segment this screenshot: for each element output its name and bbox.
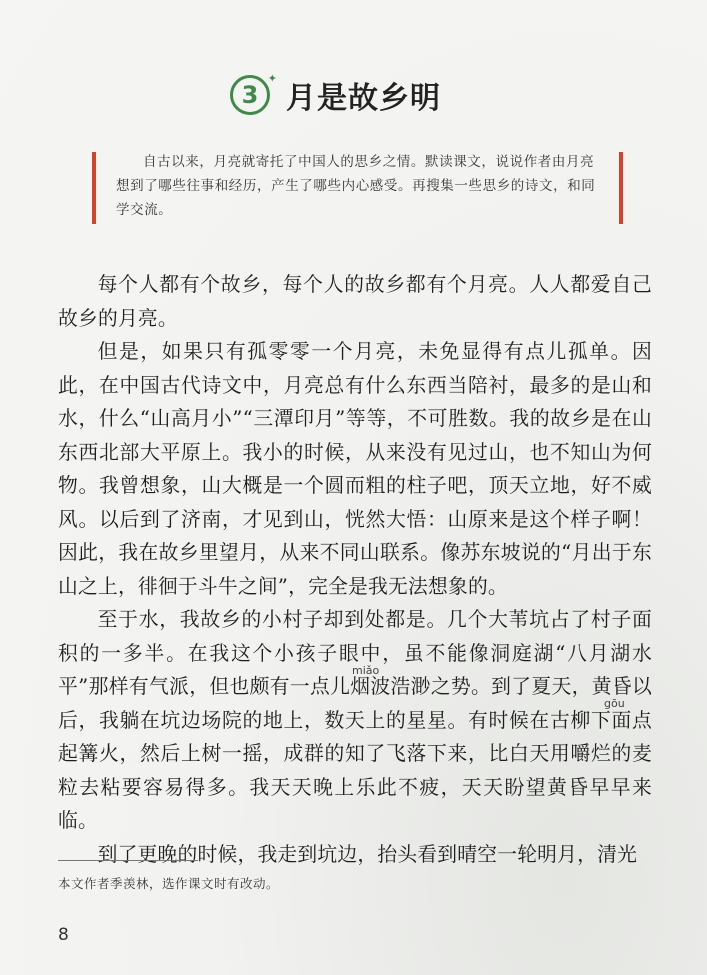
star-icon: ✦ bbox=[267, 72, 277, 85]
footnote: 本文作者季羡林，选作课文时有改动。 bbox=[58, 876, 280, 891]
pinyin-annotation-gou: gōu bbox=[604, 697, 625, 710]
lesson-number-badge bbox=[230, 72, 277, 115]
paragraph-2: 但是，如果只有孤零零一个月亮，未免显得有点儿孤单。因此，在中国古代诗文中，月亮总有什么东西当陪衬，最多的是山和水，什么“山高月小”“三潭印月”等等，不可胜数。我的故乡是在山东西北部大平原上。我小的时候，从来没有见过山，也不知山为何物。我曾想象，山大概是一个圆而粗的柱子吧，顶天立地，好不威风。以后到了济南，才见到山，恍然大悟：山原来是这个样子啊！因此，我在故乡里望月，从来不同山联系。像苏东坡说的“月出于东山之上，徘徊于斗牛之间”，完全是我无法想象的。 bbox=[58, 340, 652, 598]
lesson-heading bbox=[230, 70, 441, 120]
lesson-title: 月是故乡明 bbox=[286, 81, 441, 116]
paragraph-1: 每个人都有个故乡，每个人的故乡都有个月亮。人人都爱自己故乡的月亮。 bbox=[58, 273, 652, 330]
lesson-number: 3 bbox=[241, 81, 259, 109]
article-body bbox=[58, 268, 652, 871]
pinyin-annotation-miao: miǎo bbox=[352, 664, 380, 677]
footnote-divider bbox=[58, 860, 198, 861]
paragraph-3: 至于水，我故乡的小村子却到处都是。几个大苇坑占了村子面积的一多半。在我这个小孩子眼中，虽不能像洞庭湖“八月湖水平”那样有气派，但也颇有一点儿烟波浩渺之势。到了夏天，黄昏以后，我躺在坑边场院的地上，数天上的星星。有时候在古柳下面点起篝火，然后上树一摇，成群的知了飞落下来，比白天用嚼烂的麦粒去粘要容易得多。我天天晚上乐此不疲，天天盼望黄昏早早来临。 bbox=[58, 608, 652, 832]
reading-prompt-text: 自古以来，月亮就寄托了中国人的思乡之情。默读课文，说说作者由月亮想到了哪些往事和经历，产生了哪些内心感受。再搜集一些思乡的诗文，和同学交流。 bbox=[116, 154, 596, 218]
paragraph-4: 到了更晚的时候，我走到坑边，抬头看到晴空一轮明月，清光 bbox=[97, 842, 638, 866]
reading-prompt-box bbox=[92, 152, 623, 224]
page-number: 8 bbox=[58, 925, 69, 945]
